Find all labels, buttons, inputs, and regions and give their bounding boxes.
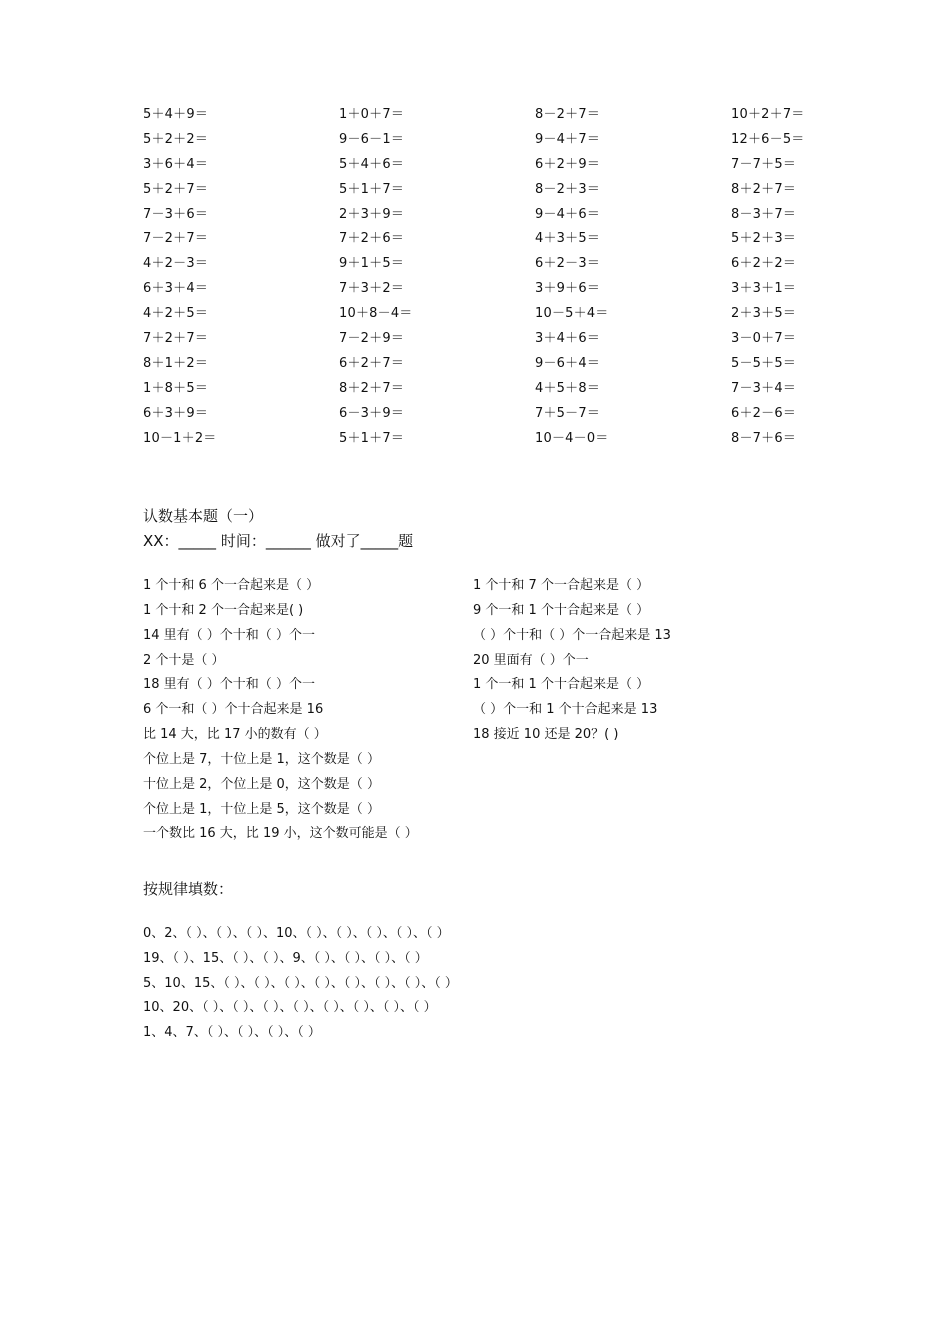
arithmetic-problem: 4＋5＋8＝ [535,380,601,396]
arithmetic-problem: 8－2＋7＝ [535,107,601,122]
counting-question: 9 个一和 1 个十合起来是（ ） [473,602,650,618]
arithmetic-problem: 1＋0＋7＝ [339,107,405,122]
arithmetic-row [143,106,843,131]
counting-question: 2 个十是（ ） [143,652,225,668]
question-row [143,825,863,850]
arithmetic-row [143,181,843,206]
arithmetic-problem: 10－4－0＝ [535,430,609,446]
arithmetic-problem: 10－5＋4＝ [535,306,609,322]
arithmetic-row [143,255,843,280]
arithmetic-problem: 6－3＋9＝ [339,405,405,421]
arithmetic-problem: 8－2＋3＝ [535,181,601,197]
pattern-sequence: 0、2、（ ）、（ ）、（ ）、10、（ ）、（ ）、（ ）、（ ）、（ ） [143,926,450,941]
arithmetic-problem: 7－2＋9＝ [339,331,405,347]
arithmetic-problem: 8－7＋6＝ [731,430,797,446]
arithmetic-row [143,355,843,380]
arithmetic-problem: 8－3＋7＝ [731,206,797,222]
counting-question: 一个数比 16 大，比 19 小，这个数可能是（ ） [143,826,418,842]
question-row [143,627,863,652]
arithmetic-problem: 3＋9＋6＝ [535,281,601,297]
arithmetic-problem: 3＋3＋1＝ [731,281,797,297]
arithmetic-problem: 3－0＋7＝ [731,331,797,347]
counting-question: （ ）个一和 1 个十合起来是 13 [473,702,658,718]
arithmetic-problem: 7－7＋5＝ [731,156,797,172]
question-row [143,676,863,701]
arithmetic-problem: 8＋1＋2＝ [143,355,209,371]
arithmetic-problem: 3＋4＋6＝ [535,331,601,347]
arithmetic-problem: 4＋2＋5＝ [143,306,209,322]
arithmetic-problem: 5＋1＋7＝ [339,430,405,446]
arithmetic-row [143,206,843,231]
arithmetic-problem: 10＋8－4＝ [339,306,413,322]
counting-question: 18 接近 10 还是 20？( ) [473,727,619,743]
arithmetic-problem: 8＋2＋7＝ [731,181,797,197]
counting-question: 1 个十和 7 个一合起来是（ ） [473,578,650,593]
counting-questions [143,577,863,850]
arithmetic-problem: 9－6＋4＝ [535,355,601,371]
arithmetic-problem: 7＋2＋6＝ [339,231,405,247]
pattern-questions [143,925,458,1049]
pattern-section-title: 按规律填数： [143,880,234,898]
question-row [143,602,863,627]
question-row [143,577,863,602]
question-row [143,751,863,776]
counting-question: 个位上是 1，十位上是 5，这个数是（ ） [143,801,380,817]
pattern-sequence: 19、（ ）、15、（ ）、（ ）、9、（ ）、（ ）、（ ）、（ ） [143,950,428,966]
arithmetic-problem: 3＋6＋4＝ [143,156,209,172]
arithmetic-problem: 12＋6－5＝ [731,131,805,147]
pattern-sequence: 5、10、15、（ ）、（ ）、（ ）、（ ）、（ ）、（ ）、（ ）、（ ） [143,975,458,991]
arithmetic-problem: 9－4＋7＝ [535,131,601,147]
arithmetic-problem: 5＋2＋2＝ [143,131,209,147]
arithmetic-problem: 5－5＋5＝ [731,355,797,371]
question-row [143,776,863,801]
arithmetic-row [143,305,843,330]
question-row [143,652,863,677]
arithmetic-row [143,430,843,455]
arithmetic-problem: 2＋3＋5＝ [731,306,797,322]
question-row [143,801,863,826]
arithmetic-problem: 7－2＋7＝ [143,231,209,247]
arithmetic-problem: 7＋2＋7＝ [143,331,209,347]
arithmetic-problem: 5＋2＋7＝ [143,181,209,197]
arithmetic-problem: 6＋3＋4＝ [143,281,209,297]
arithmetic-problem: 9－4＋6＝ [535,206,601,222]
question-row [143,726,863,751]
arithmetic-problem: 9－6－1＝ [339,131,405,147]
counting-question: 18 里有（ ）个十和（ ）个一 [143,677,315,693]
arithmetic-problem: 7－3＋6＝ [143,206,209,222]
student-info-line: XX：_____ 时间：______ 做对了_____题 [143,532,414,550]
arithmetic-problem: 5＋1＋7＝ [339,181,405,197]
arithmetic-problem: 8＋2＋7＝ [339,380,405,396]
arithmetic-problem: 7－3＋4＝ [731,380,797,396]
counting-question: 6 个一和（ ）个十合起来是 16 [143,702,324,718]
counting-question: 1 个十和 6 个一合起来是（ ） [143,578,320,593]
arithmetic-problem: 4＋3＋5＝ [535,231,601,247]
counting-question: 1 个十和 2 个一合起来是( ) [143,602,304,618]
arithmetic-grid [143,106,843,454]
arithmetic-problem: 6＋2＋9＝ [535,156,601,172]
arithmetic-row [143,380,843,405]
counting-question: （ ）个十和（ ）个一合起来是 13 [473,627,671,643]
question-row [143,701,863,726]
arithmetic-problem: 1＋8＋5＝ [143,380,209,396]
arithmetic-problem: 5＋4＋9＝ [143,107,209,122]
pattern-sequence: 10、20、（ ）、（ ）、（ ）、（ ）、（ ）、（ ）、（ ）、（ ） [143,1000,437,1016]
counting-section-title: 认数基本题（一） [143,507,264,525]
arithmetic-problem: 6＋2－3＝ [535,256,601,272]
arithmetic-row [143,156,843,181]
counting-question: 个位上是 7，十位上是 1，这个数是（ ） [143,751,380,767]
arithmetic-row [143,280,843,305]
arithmetic-problem: 7＋5－7＝ [535,405,601,421]
counting-question: 比 14 大，比 17 小的数有（ ） [143,727,327,743]
arithmetic-problem: 4＋2－3＝ [143,256,209,272]
pattern-sequence: 1、4、7、（ ）、（ ）、（ ）、（ ） [143,1025,321,1041]
arithmetic-problem: 6＋2＋7＝ [339,355,405,371]
arithmetic-problem: 6＋3＋9＝ [143,405,209,421]
counting-question: 20 里面有（ ）个一 [473,652,589,668]
arithmetic-row [143,230,843,255]
arithmetic-problem: 6＋2＋2＝ [731,256,797,272]
counting-question: 14 里有（ ）个十和（ ）个一 [143,627,315,643]
arithmetic-problem: 10－1＋2＝ [143,430,217,446]
arithmetic-problem: 5＋2＋3＝ [731,231,797,247]
arithmetic-problem: 9＋1＋5＝ [339,256,405,272]
arithmetic-problem: 10＋2＋7＝ [731,107,805,122]
counting-question: 十位上是 2，个位上是 0，这个数是（ ） [143,776,380,792]
arithmetic-problem: 5＋4＋6＝ [339,156,405,172]
arithmetic-row [143,131,843,156]
arithmetic-row [143,405,843,430]
arithmetic-problem: 2＋3＋9＝ [339,206,405,222]
arithmetic-row [143,330,843,355]
counting-question: 1 个一和 1 个十合起来是（ ） [473,677,650,693]
arithmetic-problem: 6＋2－6＝ [731,405,797,421]
arithmetic-problem: 7＋3＋2＝ [339,281,405,297]
